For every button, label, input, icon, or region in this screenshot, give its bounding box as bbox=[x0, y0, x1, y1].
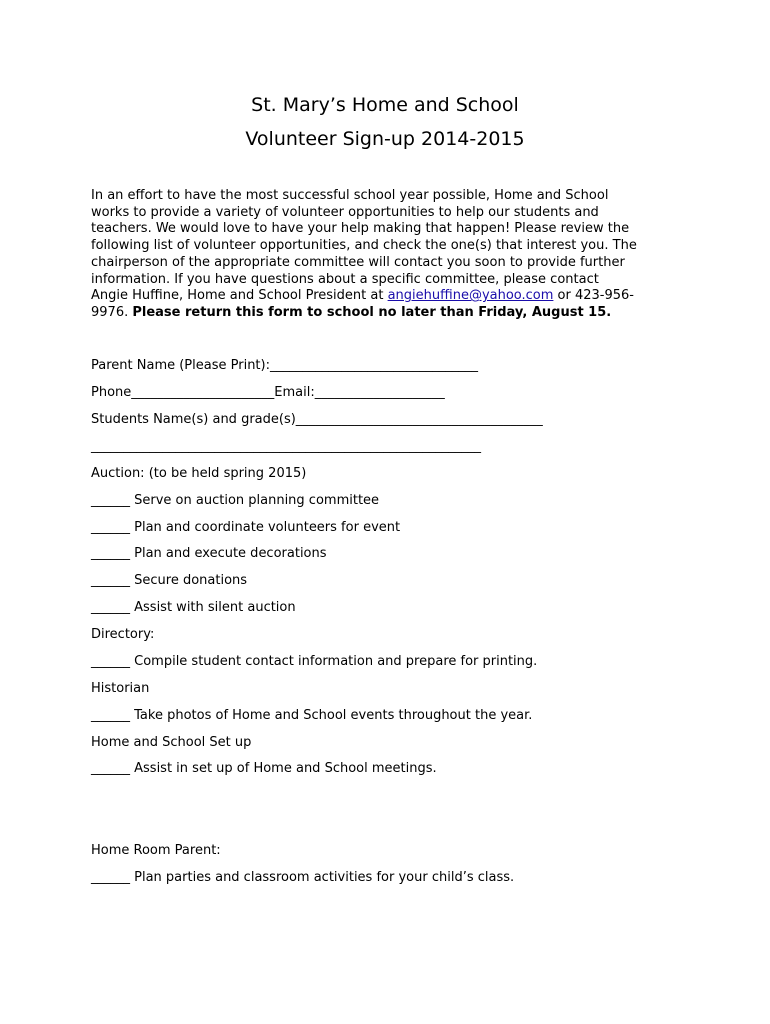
setup-heading: Home and School Set up bbox=[91, 735, 252, 750]
directory-option[interactable]: ______ Compile student contact information and prepare for printing. bbox=[91, 654, 538, 669]
directory-heading: Directory: bbox=[91, 627, 155, 642]
intro-line: information. If you have questions about a specific committee, please contact bbox=[91, 271, 599, 287]
homeroom-heading: Home Room Parent: bbox=[91, 843, 221, 858]
homeroom-option[interactable]: ______ Plan parties and classroom activities for your child’s class. bbox=[91, 870, 515, 885]
intro-line-text: 9976. bbox=[91, 304, 133, 320]
intro-paragraph bbox=[91, 188, 691, 322]
parent-name-field[interactable]: Parent Name (Please Print):________________________________ bbox=[91, 358, 478, 373]
auction-option[interactable]: ______ Secure donations bbox=[91, 573, 248, 588]
historian-heading: Historian bbox=[91, 681, 150, 696]
intro-line-text: Angie Huffine, Home and School President at bbox=[91, 288, 388, 304]
students-field-continued[interactable]: ____________________________________________________________ bbox=[91, 439, 481, 454]
historian-option[interactable]: ______ Take photos of Home and School events throughout the year. bbox=[91, 708, 533, 723]
intro-line: following list of volunteer opportunities, and check the one(s) that interest you. The bbox=[91, 238, 637, 254]
auction-option[interactable]: ______ Plan and execute decorations bbox=[91, 546, 327, 561]
intro-line: teachers. We would love to have your help making that happen! Please review the bbox=[91, 221, 630, 237]
return-deadline-notice: Please return this form to school no later than Friday, August 15. bbox=[132, 304, 612, 320]
setup-option[interactable]: ______ Assist in set up of Home and School meetings. bbox=[91, 761, 437, 776]
president-email-link[interactable]: angiehuffine@yahoo.com bbox=[387, 288, 554, 304]
auction-option[interactable]: ______ Plan and coordinate volunteers for event bbox=[91, 520, 401, 535]
document-subtitle: Volunteer Sign-up 2014-2015 bbox=[245, 128, 525, 150]
intro-line: works to provide a variety of volunteer opportunities to help our students and bbox=[91, 204, 599, 220]
intro-line bbox=[91, 288, 691, 305]
document-title: St. Mary’s Home and School bbox=[251, 94, 519, 116]
intro-line-text: or 423-956- bbox=[553, 288, 634, 304]
students-field[interactable]: Students Name(s) and grade(s)______________________________________ bbox=[91, 412, 543, 427]
intro-line: In an effort to have the most successful school year possible, Home and School bbox=[91, 188, 609, 203]
auction-option[interactable]: ______ Assist with silent auction bbox=[91, 600, 296, 615]
intro-line: chairperson of the appropriate committee will contact you soon to provide further bbox=[91, 254, 625, 270]
auction-option[interactable]: ______ Serve on auction planning committee bbox=[91, 493, 380, 508]
phone-email-field[interactable]: Phone______________________Email:____________________ bbox=[91, 385, 445, 400]
auction-heading: Auction: (to be held spring 2015) bbox=[91, 466, 307, 481]
intro-line bbox=[91, 305, 691, 322]
